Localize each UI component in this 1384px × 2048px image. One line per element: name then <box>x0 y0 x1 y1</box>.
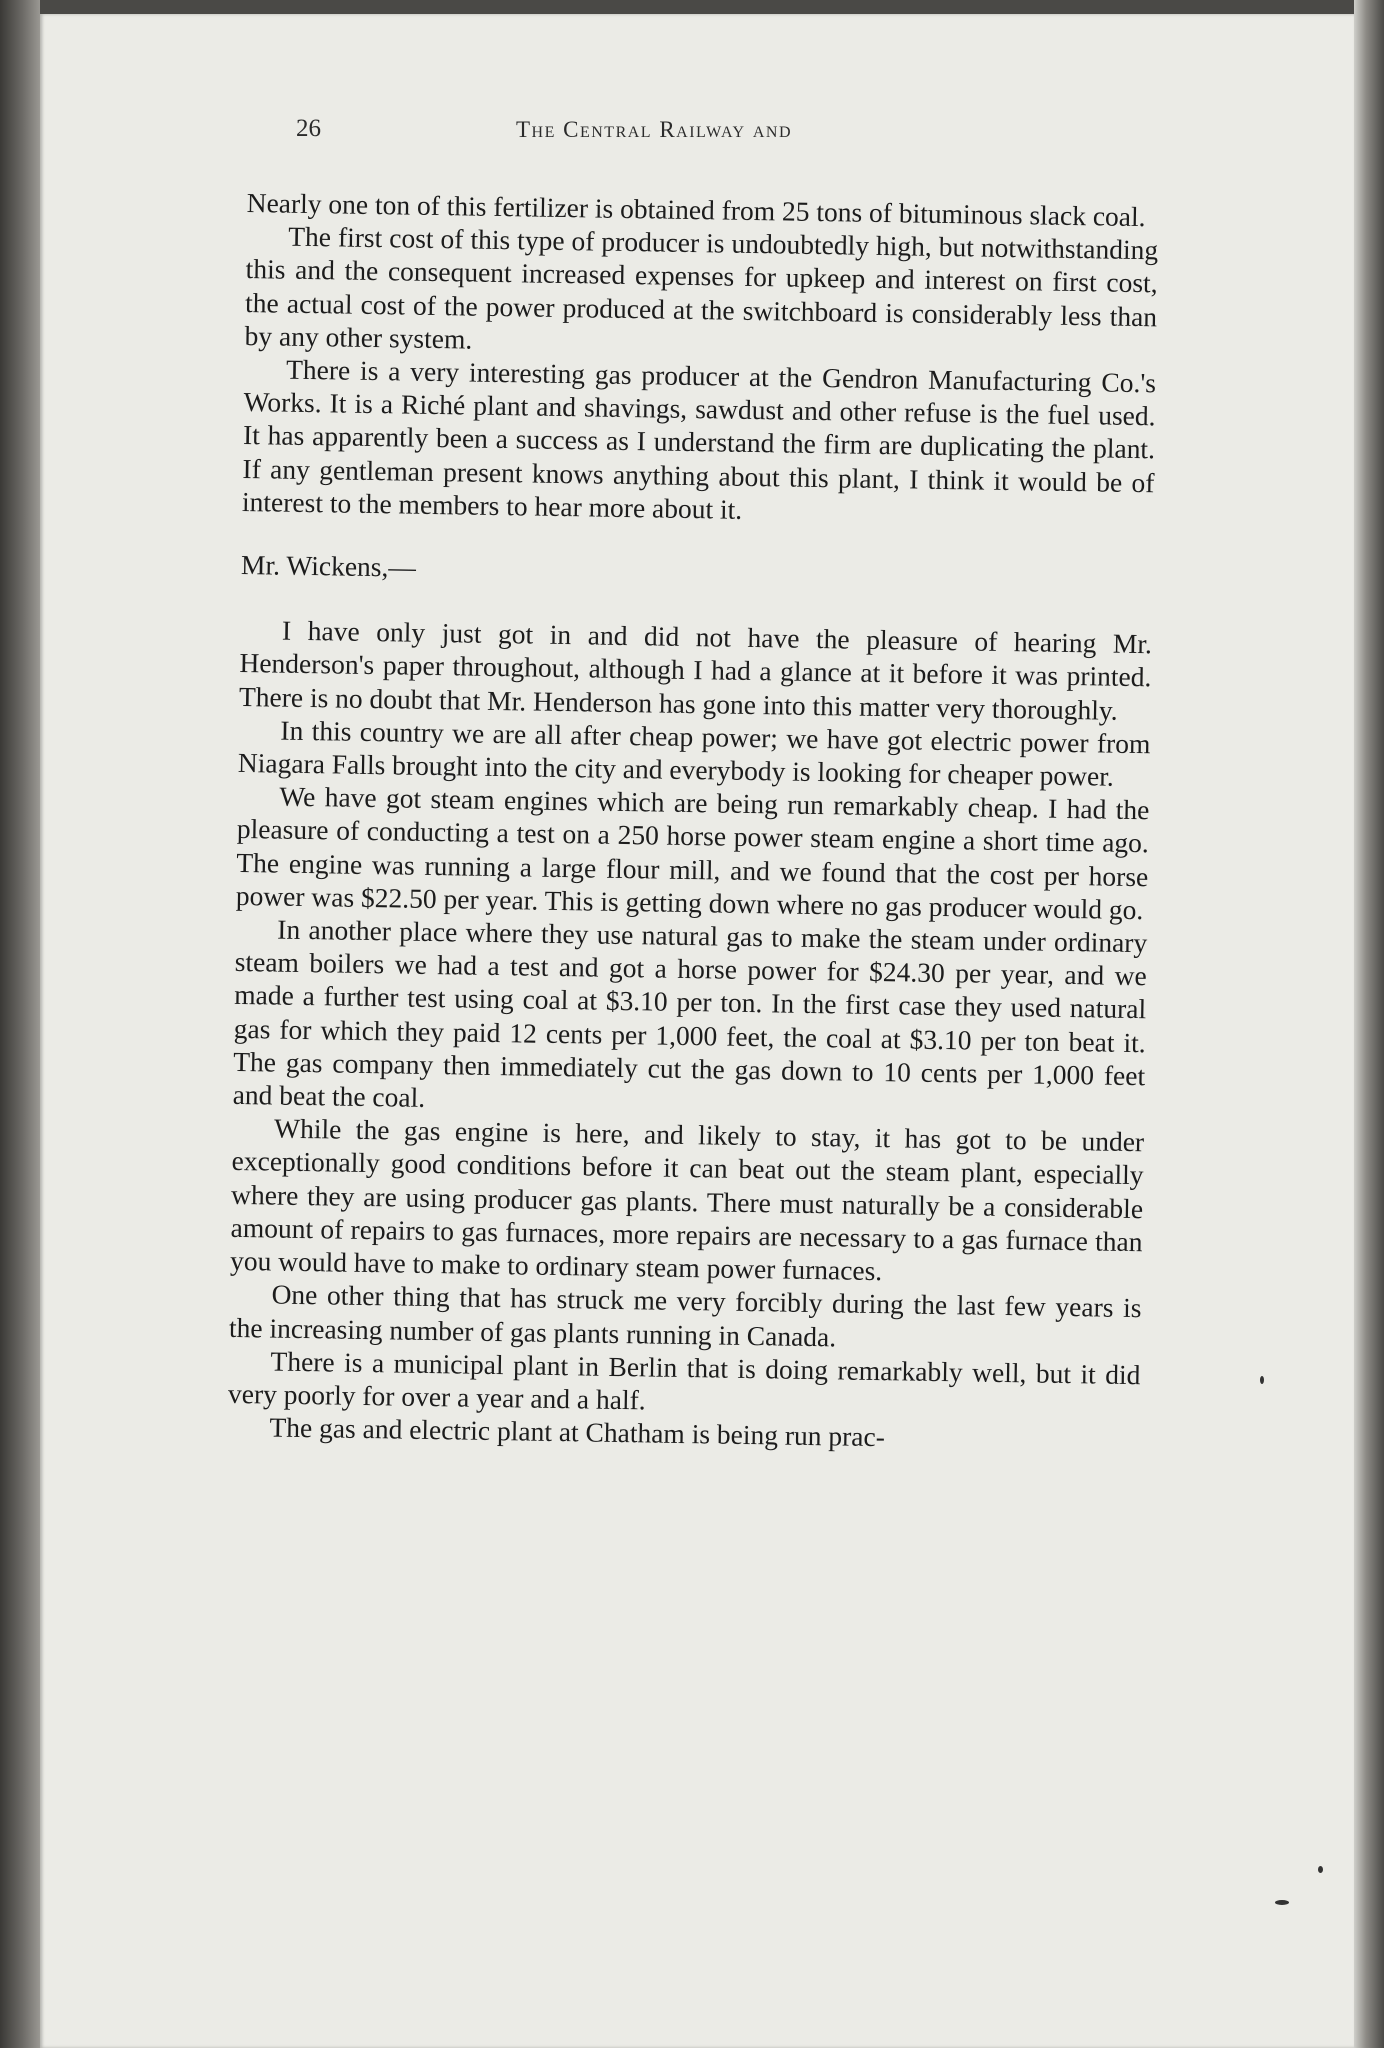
paragraph-7: In another place where they use natural gas to make the steam under ordinary steam boilers we had a test and got a horse power for $24.30 per year, and we made a further test using coal at $3.10 per ton. In the first case they used natural gas for which they paid 12 cents per 1,000 feet, the coal at $3.10 per ton beat it. The gas company then immediately cut the gas down to 10 cents per 1,000 feet and beat the coal. <box>232 913 1148 1113</box>
paragraph-5: In this country we are all after cheap power; we have got electric power from Niagara Falls brought into the city and everybody is looking for cheaper power. <box>237 714 1151 792</box>
scan-left-border <box>0 0 40 2048</box>
scan-speck <box>1275 1900 1289 1905</box>
paragraph-2: The first cost of this type of producer is undoubtedly high, but notwithstanding this and the consequent increased expenses for upkeep and interest on first cost, the actual cost of the power produced at the switchboard is considerably less than by any other system. <box>244 220 1159 355</box>
running-head-title: The Central Railway and <box>516 117 793 142</box>
scan-speck <box>1318 1866 1323 1873</box>
paragraph-1: Nearly one ton of this fertilizer is obtained from 25 tons of bituminous slack coal. <box>246 186 1146 233</box>
running-head <box>296 115 1196 155</box>
body-text <box>227 186 1159 1457</box>
page-number: 26 <box>296 115 321 142</box>
speaker-heading: Mr. Wickens,— <box>240 548 417 583</box>
scan-right-border <box>1354 0 1384 2048</box>
paragraph-10: There is a municipal plant in Berlin that is doing remarkably well, but it did very poorly for over a year and a half. <box>227 1345 1141 1416</box>
paragraph-8: While the gas engine is here, and likely to stay, it has got to be under exceptionally good conditions before it can beat out the steam plant, especially where they are using producer gas plants. There must naturally be a considerable amount of repairs to gas furnaces, more repairs are necessary to a gas furnace than you would have to make to ordinary steam power furnaces. <box>229 1112 1145 1287</box>
scan-top-border <box>0 0 1384 14</box>
paragraph-4: I have only just got in and did not have the pleasure of hearing Mr. Henderson's paper throughout, although I had a glance at it before it was printed. There is no doubt that Mr. Henderson has gone into this matter very thoroughly. <box>238 614 1153 726</box>
paragraph-9: One other thing that has struck me very forcibly during the last few years is the increasing number of gas plants running in Canada. <box>228 1278 1142 1352</box>
paragraph-11: The gas and electric plant at Chatham is being run prac- <box>269 1411 886 1453</box>
paragraph-3: There is a very interesting gas producer at the Gendron Manufacturing Co.'s Works. It is a Riché plant and shavings, sawdust and other refuse is the fuel used. It has apparently been a success as I understand the firm are duplicating the plant. If any gentleman present knows anything about this plant, I think it would be of interest to the members to hear more about it. <box>241 353 1157 525</box>
scan-speck <box>1260 1376 1264 1384</box>
paragraph-6: We have got steam engines which are being run remarkably cheap. I had the pleasure of conducting a test on a 250 horse power steam engine a short time ago. The engine was running a large flour mill, and we found that the cost per horse power was $22.50 per year. This is getting down where no gas producer would go. <box>235 780 1150 926</box>
